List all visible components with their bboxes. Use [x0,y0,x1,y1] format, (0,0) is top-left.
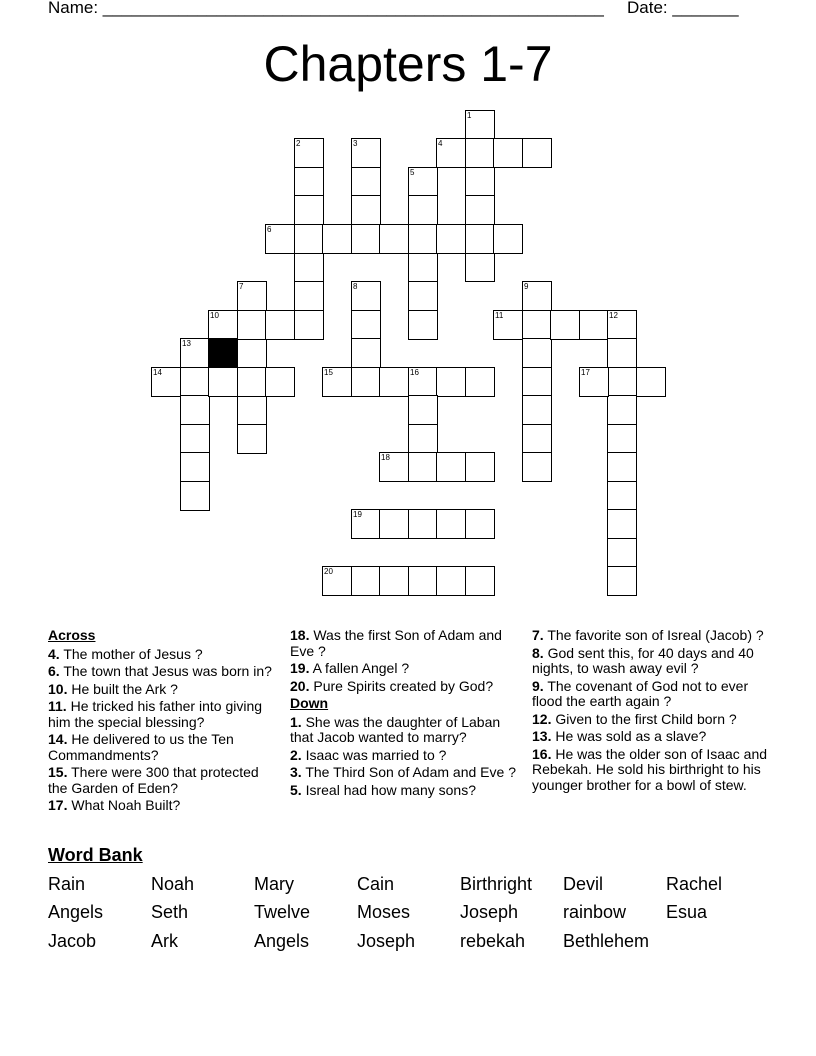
grid-cell[interactable] [180,481,210,511]
grid-cell[interactable] [607,424,637,454]
grid-cell[interactable] [465,252,495,282]
word-bank-word: Esua [666,902,708,922]
word-bank-word: Seth [151,902,189,922]
clue-down-7 [532,628,768,644]
grid-cell[interactable] [408,395,438,425]
clues-column-3 [532,628,768,795]
grid-cell[interactable] [607,338,637,368]
clue-number: 10 [210,311,219,320]
grid-cell[interactable] [465,452,495,482]
clue-across-6 [48,664,274,680]
grid-cell[interactable] [180,338,210,368]
grid-cell[interactable] [408,167,438,197]
grid-cell[interactable] [180,424,210,454]
clue-across-4 [48,647,274,663]
grid-cell[interactable] [265,224,295,254]
clue-down-2 [290,748,518,764]
clue-text: Pure Spirits created by God? [313,677,494,694]
grid-cell[interactable] [607,566,637,596]
across-heading: Across [48,627,96,643]
clue-number: 9. [532,677,544,694]
word-bank-word: Mary [254,874,294,894]
clue-number: 14. [48,731,68,747]
word-bank-word: Angels [254,931,310,951]
clue-down-3 [290,765,518,781]
grid-cell[interactable] [294,167,324,197]
grid-cell[interactable] [180,452,210,482]
clue-number: 6 [267,225,272,234]
grid-cell[interactable] [379,224,409,254]
grid-cell[interactable] [237,424,267,454]
grid-cell[interactable] [294,252,324,282]
grid-cell[interactable] [237,338,267,368]
grid-cell[interactable] [351,310,381,340]
grid-cell[interactable] [294,281,324,311]
clue-text: The favorite son of Isreal (Jacob) ? [547,627,764,643]
grid-cell[interactable] [351,195,381,225]
clue-number: 1. [290,713,302,730]
word-bank-title: Word Bank [48,845,143,865]
clue-across-17 [48,798,274,814]
grid-cell[interactable] [550,310,580,340]
grid-cell[interactable] [522,452,552,482]
word-bank-word: Cain [357,874,395,894]
word-bank-word: Rain [48,874,86,894]
date-line: Date: _______ [627,0,739,17]
word-bank-word: Angels [48,902,104,922]
word-bank-word: Moses [357,902,411,922]
grid-cell[interactable] [408,310,438,340]
clue-text: The town that Jesus was born in? [63,663,272,679]
grid-cell[interactable] [607,481,637,511]
grid-cell[interactable] [408,367,438,397]
clue-down-8 [532,646,768,677]
grid-cell[interactable] [379,509,409,539]
grid-cell[interactable] [379,452,409,482]
clue-text: Was the first Son of Adam and Eve ? [290,627,502,659]
grid-cell[interactable] [607,395,637,425]
grid-cell[interactable] [408,424,438,454]
clue-number: 15. [48,764,68,780]
clue-text: The mother of Jesus ? [63,645,203,662]
word-bank-word: Joseph [357,931,416,951]
clue-down-13 [532,729,768,745]
grid-cell[interactable] [408,281,438,311]
clue-across-15 [48,765,274,796]
grid-cell[interactable] [180,367,210,397]
clue-text: Isreal had how many sons? [305,781,477,798]
grid-cell[interactable] [522,281,552,311]
word-bank-word: Twelve [254,902,311,922]
grid-cell[interactable] [465,367,495,397]
clue-text: The covenant of God not to ever flood the earth again ? [532,677,749,709]
clue-number: 11 [495,311,504,320]
clue-text: He was the older son of Isaac and Rebekah. He sold his birthright to his younger brother for a bowl of stew. [532,745,768,793]
clue-text: God sent this, for 40 days and 40 nights, to wash away evil ? [532,644,754,676]
clue-down-9 [532,679,768,710]
clue-number: 20 [324,567,333,576]
clue-number: 3. [290,764,302,780]
clue-number: 17. [48,797,68,813]
clue-text: There were 300 that protected the Garden of Eden? [48,764,259,796]
grid-cell[interactable] [465,509,495,539]
clue-number: 15 [324,368,333,377]
grid-cell[interactable] [607,538,637,568]
grid-cell[interactable] [237,281,267,311]
clue-number: 8. [532,644,544,661]
grid-cell[interactable] [579,367,609,397]
clue-number: 4. [48,645,60,662]
clue-across-14 [48,732,274,763]
grid-cell[interactable] [265,367,295,397]
grid-cell[interactable] [522,338,552,368]
grid-cell[interactable] [436,509,466,539]
word-bank-word: Joseph [460,902,519,922]
clue-text: What Noah Built? [71,797,181,813]
clue-number: 12 [609,311,618,320]
clue-number: 18 [381,453,390,462]
word-bank-word: Birthright [460,874,533,894]
grid-cell[interactable] [465,110,495,140]
clue-text: Isaac was married to ? [305,746,447,763]
grid-cell[interactable] [322,224,352,254]
clue-number: 13. [532,728,552,744]
clues-column-1 [48,628,274,816]
grid-cell[interactable] [379,566,409,596]
down-heading: Down [290,695,329,711]
clue-number: 12. [532,710,552,727]
name-line: Name: _____________________________________________________ [48,0,604,17]
word-bank-word: Noah [151,874,195,894]
clue-across-19 [290,661,518,677]
word-bank-word: Devil [563,874,604,894]
grid-cell[interactable] [607,310,637,340]
grid-cell[interactable] [351,509,381,539]
clue-number: 20. [290,677,310,694]
grid-cell[interactable] [408,566,438,596]
grid-cell[interactable] [237,367,267,397]
word-bank-word: Jacob [48,931,97,951]
clue-down-16 [532,747,768,794]
grid-cell[interactable] [208,310,238,340]
clue-down-12 [532,712,768,728]
word-bank-word: Bethlehem [563,931,650,951]
clues-column-2 [290,628,518,800]
word-bank-word: rebekah [460,931,526,951]
grid-cell[interactable] [579,310,609,340]
grid-cell[interactable] [351,566,381,596]
grid-cell[interactable] [294,224,324,254]
grid-cell[interactable] [522,138,552,168]
clue-number: 16 [410,368,419,377]
grid-cell[interactable] [607,367,637,397]
clue-across-18 [290,628,518,659]
clue-number: 19 [353,510,362,519]
clue-number: 7. [532,627,544,643]
grid-cell[interactable] [436,452,466,482]
grid-cell[interactable] [408,195,438,225]
clue-number: 8 [353,282,358,291]
clue-across-20 [290,679,518,695]
clue-number: 3 [353,139,358,148]
grid-cell[interactable] [522,395,552,425]
clue-number: 4 [438,139,443,148]
clue-number: 10. [48,680,68,697]
grid-cell[interactable] [151,367,181,397]
grid-cell[interactable] [522,367,552,397]
grid-cell[interactable] [408,224,438,254]
clue-number: 1 [467,111,472,120]
grid-cell[interactable] [351,338,381,368]
clue-number: 5 [410,168,415,177]
grid-cell[interactable] [607,509,637,539]
clue-number: 16. [532,745,552,762]
grid-cell[interactable] [636,367,666,397]
clue-down-5 [290,783,518,799]
grid-cell[interactable] [294,310,324,340]
clue-number: 5. [290,781,302,798]
grid-cell[interactable] [322,367,352,397]
grid-cell[interactable] [522,424,552,454]
clue-text: A fallen Angel ? [312,660,410,676]
grid-cell[interactable] [493,310,523,340]
grid-cell[interactable] [294,138,324,168]
grid-cell[interactable] [436,566,466,596]
word-bank-word: Ark [151,931,178,951]
clue-number: 7 [239,282,244,291]
grid-cell[interactable] [408,509,438,539]
clue-number: 6. [48,663,60,679]
grid-cell[interactable] [493,224,523,254]
word-bank-word: Rachel [666,874,723,894]
grid-cell[interactable] [436,138,466,168]
word-bank-word: rainbow [563,902,627,922]
clue-number: 11. [48,698,67,714]
clue-text: He built the Ark ? [71,680,178,697]
clue-number: 2. [290,746,302,763]
grid-cell[interactable] [180,395,210,425]
grid-cell[interactable] [465,167,495,197]
grid-cell[interactable] [408,252,438,282]
grid-cell[interactable] [465,566,495,596]
grid-cell[interactable] [465,195,495,225]
clue-text: He delivered to us the Ten Commandments? [48,731,234,763]
grid-cell[interactable] [208,367,238,397]
grid-cell[interactable] [465,224,495,254]
page-title: Chapters 1-7 [263,36,553,92]
grid-cell[interactable] [379,367,409,397]
grid-cell[interactable] [522,310,552,340]
clue-number: 19. [290,660,310,676]
clue-number: 18. [290,627,310,643]
grid-cell[interactable] [237,310,267,340]
grid-cell[interactable] [322,566,352,596]
grid-cell[interactable] [465,138,495,168]
grid-cell[interactable] [607,452,637,482]
grid-cell[interactable] [351,367,381,397]
grid-cell[interactable] [351,138,381,168]
grid-cell[interactable] [351,167,381,197]
clue-text: He was sold as a slave? [555,728,707,744]
clue-number: 13 [182,339,191,348]
grid-cell[interactable] [351,224,381,254]
clue-across-11 [48,699,274,730]
black-square [208,338,238,368]
grid-cell[interactable] [436,367,466,397]
grid-cell[interactable] [237,395,267,425]
clue-number: 9 [524,282,529,291]
grid-cell[interactable] [351,281,381,311]
grid-cell[interactable] [265,310,295,340]
clue-text: He tricked his father into giving him the special blessing? [48,698,263,730]
grid-cell[interactable] [436,224,466,254]
grid-cell[interactable] [493,138,523,168]
clue-down-1 [290,715,518,746]
clue-number: 2 [296,139,301,148]
clue-text: Given to the first Child born ? [555,710,737,727]
clue-text: She was the daughter of Laban that Jacob wanted to marry? [290,713,501,745]
clue-number: 14 [153,368,162,377]
grid-cell[interactable] [408,452,438,482]
clue-text: The Third Son of Adam and Eve ? [305,764,516,780]
clue-across-10 [48,682,274,698]
clue-number: 17 [581,368,590,377]
grid-cell[interactable] [294,195,324,225]
